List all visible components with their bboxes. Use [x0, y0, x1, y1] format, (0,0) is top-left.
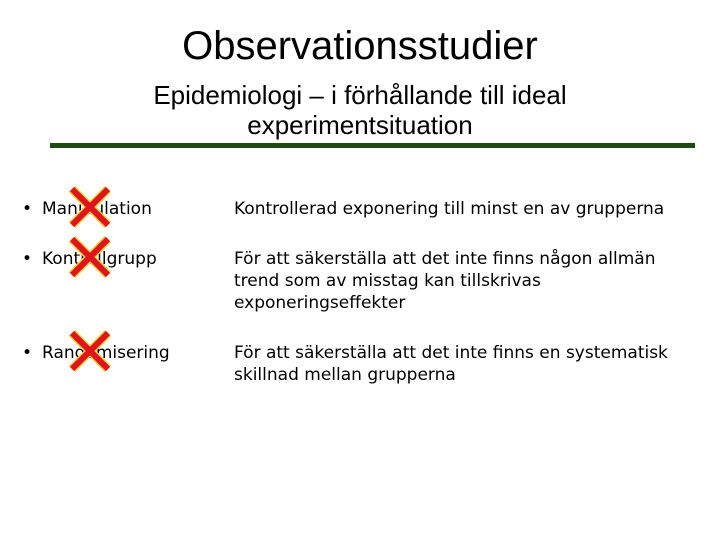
bullet: •	[22, 343, 33, 363]
red-x-icon	[66, 233, 114, 281]
title-divider	[50, 143, 695, 148]
red-x-icon	[66, 183, 114, 231]
slide-title: Observationsstudier	[182, 24, 538, 68]
subtitle-line-1: Epidemiologi – i förhållande till ideal	[153, 80, 567, 110]
description-kontrollgrupp: För att säkerställa att det inte finns någon allmän trend som av misstag kan tillskrivas exponeringseffekter	[234, 249, 656, 313]
red-x-icon	[66, 327, 114, 375]
subtitle-line-2: experimentsituation	[247, 110, 473, 140]
description-randomisering: För att säkerställa att det inte finns en systematisk skillnad mellan grupperna	[234, 343, 668, 385]
bullet: •	[22, 199, 33, 219]
description-manipulation: Kontrollerad exponering till minst en av grupperna	[234, 199, 665, 219]
term-kontrollgrupp: Kontrollgrupp	[42, 249, 157, 269]
term-randomisering: Randomisering	[42, 343, 170, 363]
term-manipulation: Manipulation	[42, 199, 152, 219]
slide-subtitle	[60, 80, 660, 140]
bullet: •	[22, 249, 33, 269]
